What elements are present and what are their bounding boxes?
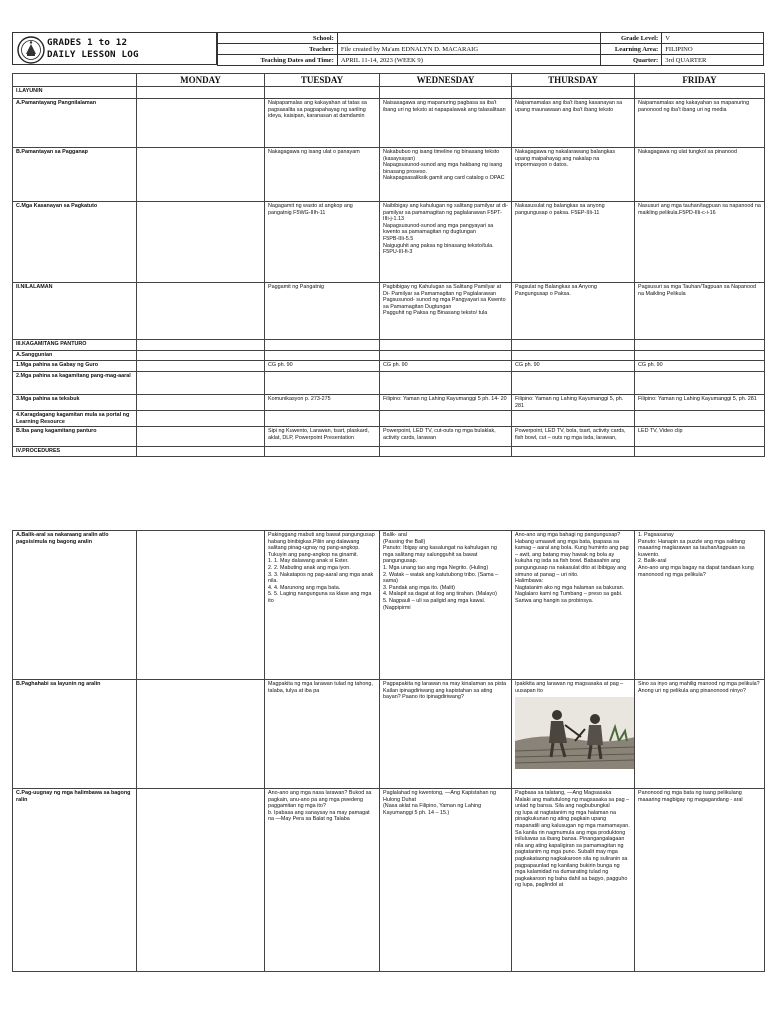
- cell-text: Komunikasyon p. 273-275: [268, 396, 331, 402]
- cell-wednesday: [380, 789, 512, 972]
- cell-friday: [635, 411, 765, 427]
- cell-thursday: [512, 531, 635, 680]
- teaching-dates-label: Teaching Dates and Time:: [218, 55, 338, 66]
- cell-monday: [137, 531, 265, 680]
- cell-tuesday: [265, 789, 380, 972]
- day-header-row: [13, 74, 765, 87]
- cell-tuesday: [265, 99, 380, 148]
- cell-wednesday: [380, 148, 512, 202]
- lesson-row: [13, 99, 765, 148]
- cell-tuesday: [265, 427, 380, 447]
- cell-tuesday: [265, 395, 380, 411]
- cell-monday: [137, 372, 265, 395]
- cell-thursday: [512, 427, 635, 447]
- day-header-monday: MONDAY: [137, 74, 265, 87]
- procedures-table: [12, 530, 765, 972]
- cell-wednesday: [380, 447, 512, 457]
- cell-monday: [137, 447, 265, 457]
- cell-friday: [635, 531, 765, 680]
- lesson-log-header: [12, 32, 764, 65]
- lesson-row: [13, 427, 765, 447]
- school-value: [337, 33, 600, 44]
- cell-monday: [137, 340, 265, 351]
- cell-wednesday: [380, 283, 512, 340]
- teacher-value: File created by Ma'am EDNALYN D. MACARAIG: [337, 44, 600, 55]
- cell-text: Pagbibigay ng Kahulugan sa Salitang Pamilyar at Di- Pamilyar sa Pamamagitan ng Paglalarawan Pagsusunod- sunod ng mga Pangyayari sa Kwento sa Pamamagitan Dugtungan Pagguhit ng Paksa ng Binasang teksto/ tula: [383, 284, 506, 317]
- cell-text: Naipamamalas ang iba't ibang kasanayan sa upang maunawaan ang iba't ibang teksto: [515, 100, 623, 113]
- row-label: II.NILALAMAN: [13, 283, 137, 340]
- grade-level-label: Grade Level:: [601, 33, 662, 44]
- cell-friday: [635, 395, 765, 411]
- cell-thursday: [512, 680, 635, 789]
- cell-monday: [137, 148, 265, 202]
- quarter-label: Quarter:: [601, 55, 662, 66]
- cell-text: Powerpoint, LED TV, bola, tsart, activity cards, fish bowl, cut – outs ng mga isda, larawan,: [515, 428, 626, 441]
- day-header-thursday: THURSDAY: [512, 74, 635, 87]
- row-label: 4.Karagdagang kagamitan mula sa portal ng Learning Resource: [13, 411, 137, 427]
- row-label: 2.Mga pahina sa kagamitang pang-mag-aaral: [13, 372, 137, 395]
- cell-monday: [137, 283, 265, 340]
- cell-friday: [635, 447, 765, 457]
- cell-tuesday: [265, 87, 380, 99]
- cell-text: 1. Pagsasanay Panuto: Hanapin sa puzzle ang mga salitang maaaring maglarawan sa tauhan/tagpuan sa kuwento. 2. Balik-aral Ano-ano ang mga bagay na dapat tandaan kung manonood ng mga pelikula?: [638, 532, 754, 578]
- cell-wednesday: [380, 427, 512, 447]
- cell-thursday: [512, 447, 635, 457]
- cell-friday: [635, 789, 765, 972]
- row-label: B.Paghahabi sa layunin ng aralin: [13, 680, 137, 789]
- cell-tuesday: [265, 148, 380, 202]
- cell-tuesday: [265, 372, 380, 395]
- row-label: IV.PROCEDURES: [13, 447, 137, 457]
- cell-thursday: [512, 283, 635, 340]
- lesson-row: [13, 148, 765, 202]
- cell-friday: [635, 427, 765, 447]
- cell-text: Ipakikita ang larawan ng magsasaka at pag – uusapan ito: [515, 681, 624, 694]
- cell-tuesday: [265, 531, 380, 680]
- cell-text: Filipino: Yaman ng Lahing Kayumanggi 5 ph. 14- 20: [383, 396, 507, 402]
- cell-thursday: [512, 87, 635, 99]
- cell-text: Nakabubuo ng isang timeline ng binasang teksto (kasaysayan) Napagsusunod-sunod ang mga hakbang ng isang binasang proseso. Nakapagsasaliksik gamit ang card catalog o OPAC: [383, 149, 505, 182]
- cell-tuesday: [265, 680, 380, 789]
- cell-text: CG ph. 90: [515, 362, 540, 368]
- cell-thursday: [512, 340, 635, 351]
- cell-friday: [635, 372, 765, 395]
- cell-text: Ano-ano ang mga bahagi ng pangungusap? Habang umaawit ang mga bata, ipapasa sa kamag – aaral ang bola. Kung huminto ang pag – awit, ang batang may hawak ng bola ay kukuha ng isda sa fish bowl. Babasahin ang pangungusap na nakasulat dito at ibibigay ang simuno at panag – uri nito. Halimbawa: Nagtatanim ako ng mga halaman sa bakuran. Naglalaro kami ng Tumbang – preso sa gabi. Sariwa ang hangin sa probinsya.: [515, 532, 629, 604]
- lesson-row: [13, 87, 765, 99]
- cell-text: Sipi ng Kuwento, Larawan, tsart, plaskard, aklat, DLP, Powerpoint Presentation: [268, 428, 369, 441]
- cell-thursday: [512, 395, 635, 411]
- day-header-wednesday: WEDNESDAY: [380, 74, 512, 87]
- cell-text: Naipamamalas ang kakayahan sa mapanuring panonood ng iba't ibang uri ng media: [638, 100, 750, 113]
- procedure-row: [13, 789, 765, 972]
- cell-text: Pagpapakita ng larawan na may kinalaman sa pista Kailan ipinagdiriwang ang kapistahan sa ating bayan? Paano ito ipinagdiriwang?: [383, 681, 507, 701]
- cell-friday: [635, 351, 765, 361]
- procedures-body: [13, 531, 765, 972]
- row-label: 3.Mga pahina sa teksbuk: [13, 395, 137, 411]
- cell-tuesday: [265, 411, 380, 427]
- cell-monday: [137, 411, 265, 427]
- cell-monday: [137, 789, 265, 972]
- cell-tuesday: [265, 361, 380, 372]
- cell-text: Nakagagawa ng isang ulat o panayam: [268, 149, 360, 155]
- cell-text: Pagsusuri sa mga Tauhan/Tagpuan sa Napanood na Maikling Pelikula: [638, 284, 756, 297]
- deped-seal-icon: [17, 36, 45, 64]
- info-table: [217, 32, 764, 66]
- cell-wednesday: [380, 87, 512, 99]
- brand-line-1: GRADES 1 to 12: [47, 37, 128, 48]
- cell-wednesday: [380, 361, 512, 372]
- cell-text: Filipino: Yaman ng Lahing Kayumanggi 5, ph. 281: [515, 396, 624, 409]
- cell-text: Paggamit ng Pangatnig: [268, 284, 325, 290]
- cell-thursday: [512, 361, 635, 372]
- lesson-row: [13, 340, 765, 351]
- cell-text: Pagsulat ng Balangkas sa Anyong Pangungusap o Paksa.: [515, 284, 597, 297]
- school-label: School:: [218, 33, 338, 44]
- row-label: C.Mga Kasanayan sa Pagkatuto: [13, 202, 137, 283]
- cell-text: Naipapamalas ang kakayahan at tatas sa pagsasalita sa pagpapahayag ng sariling ideya, kaisipan, karanasan at damdamin: [268, 100, 367, 120]
- cell-text: Sino sa inyo ang mahilig manood ng mga pelikula? Anong uri ng pelikula ang pinanonood ninyo?: [638, 681, 760, 694]
- cell-text: Pakinggang mabuti ang bawat pangungusap habang binibigkas.Piliin ang dalawang salitang pinag-ugnay ng pang-angkop. Tukuyin ang pang-angkop na ginamit. 1. 1. May dalawang anak si Ester. 2. 2. Mabuting anak ang mga iyon. 3. 3. Nakatapos ng pag-aaral ang mga anak nila. 4. 4. Marunong ang mga bata. 5. 5. Laging nangunguna sa klase ang mga ito: [268, 532, 375, 604]
- cell-wednesday: [380, 340, 512, 351]
- row-label: B.Iba pang kagamitang panturo: [13, 427, 137, 447]
- cell-friday: [635, 87, 765, 99]
- cell-thursday: [512, 351, 635, 361]
- cell-text: Nagagamit ng wasto at angkop ang pangatnig F5WG-IIIh-11: [268, 203, 353, 216]
- cell-tuesday: [265, 202, 380, 283]
- cell-text: Paglalahad ng kwentong, —Ang Kapistahan ng Hulong Duhat (Nasa aklat na Filipino, Yaman ng Lahing Kayumanggi 5 ph. 14 – 15.): [383, 790, 496, 816]
- row-label: B.Pamantayan sa Pagganap: [13, 148, 137, 202]
- cell-thursday: [512, 789, 635, 972]
- cell-wednesday: [380, 411, 512, 427]
- cell-monday: [137, 680, 265, 789]
- procedure-row: [13, 680, 765, 789]
- brand-line-2: DAILY LESSON LOG: [47, 49, 139, 60]
- cell-friday: [635, 340, 765, 351]
- cell-text: Ano-ano ang mga nasa larawan? Bukod sa pagkain, anu-ano pa ang mga pwedeng paggamitan ng mga ito? b. Ipabasa ang sanaysay na may pamagat na —May Pera sa Balat ng Talaba: [268, 790, 372, 823]
- cell-wednesday: [380, 372, 512, 395]
- corner-cell: [13, 74, 137, 87]
- cell-thursday: [512, 148, 635, 202]
- cell-text: Balik- aral (Passing the Ball) Panuto: Ibigay ang kasalungat na kahulugan ng mga salitang may salungguhit sa bawat pangungusap. 1. Mga unang tao ang mga Negrito. (Huling) 2. Watak – watak ang katutubong tribo. (Sama – sama) 3. Pandak ang mga ito. (Malit) 4. Malapit sa dagat at ilog ang tirahan. (Malayo) 5. Nagpauli – uli sa paligid ang mga kawal. (Nagpipirmi: [383, 532, 499, 611]
- cell-monday: [137, 395, 265, 411]
- cell-text: Powerpoint, LED TV, cut-outs ng mga bulaklak, activity cards, larawan: [383, 428, 496, 441]
- row-label: A.Sanggunian: [13, 351, 137, 361]
- lesson-row: [13, 372, 765, 395]
- cell-monday: [137, 87, 265, 99]
- teacher-label: Teacher:: [218, 44, 338, 55]
- cell-wednesday: [380, 531, 512, 680]
- cell-monday: [137, 361, 265, 372]
- cell-text: Panonood ng mga bata ng isang pelikulang maaaring magbigay ng magagandang - aral: [638, 790, 743, 803]
- cell-tuesday: [265, 340, 380, 351]
- cell-thursday: [512, 202, 635, 283]
- procedure-row: [13, 531, 765, 680]
- row-label: A.Pamantayang Pangnilalaman: [13, 99, 137, 148]
- lesson-row: [13, 361, 765, 372]
- row-label: C.Pag-uugnay ng mga halimbawa sa bagong ralin: [13, 789, 137, 972]
- learning-area-value: FILIPINO: [662, 44, 764, 55]
- cell-text: Naisasagawa ang mapanuring pagbasa sa iba't ibang uri ng teksto at napapalawak ang talasalitaan: [383, 100, 506, 113]
- row-label: I.LAYUNIN: [13, 87, 137, 99]
- cell-tuesday: [265, 283, 380, 340]
- row-label: A.Balik-aral sa nakaraang aralin at/o pagsisimula ng bagong aralin: [13, 531, 137, 680]
- logo-box: [12, 32, 217, 65]
- lesson-row: [13, 395, 765, 411]
- day-header-tuesday: TUESDAY: [265, 74, 380, 87]
- cell-wednesday: [380, 680, 512, 789]
- row-label: III.KAGAMITANG PANTURO: [13, 340, 137, 351]
- cell-wednesday: [380, 99, 512, 148]
- cell-text: Pagbasa sa talatang, —Ang Magsasaka Malaki ang maitutulong ng magsasaka sa pag – unlad ng bansa. Sila ang nagbubungkal ng lupa at nagtatanim ng mga halaman na pinagkukunan ng ating pagkain upang mapanatili ang kalusugan ng mga mamamayan. Sa kanila rin nagmumula ang mga produktong iniluluwas sa ibang bansa. Pinangangalagaan nila ang ating kapaligiran sa pamamagitan ng pagtatanim ng mga puno. Subalit may mga pagkakataong nagkakaroon sila ng suliranin sa pagpapaunlad ng kanilang bukirin bunga ng mga kalamidad na dumarating tulad ng pagkakaroon ng baha dahil sa bagyo, pagguho ng lupa, paglindol at: [515, 790, 630, 889]
- cell-text: CG ph. 90: [268, 362, 293, 368]
- lesson-row: [13, 202, 765, 283]
- cell-friday: [635, 361, 765, 372]
- cell-wednesday: [380, 395, 512, 411]
- cell-text: Filipino: Yaman ng Lahing Kayumanggi 5, ph. 281: [638, 396, 757, 402]
- lesson-row: [13, 411, 765, 427]
- lesson-row: [13, 447, 765, 457]
- cell-wednesday: [380, 351, 512, 361]
- cell-monday: [137, 202, 265, 283]
- lesson-plan-table: [12, 73, 765, 457]
- cell-text: CG ph. 90: [638, 362, 663, 368]
- day-header-friday: FRIDAY: [635, 74, 765, 87]
- cell-monday: [137, 427, 265, 447]
- cell-friday: [635, 99, 765, 148]
- cell-friday: [635, 202, 765, 283]
- cell-text: LED TV, Video clip: [638, 428, 683, 435]
- cell-text: Nakagagawa ng nakalarawang balangkas upang maipahayag ang nakalap na impormasyon o datos.: [515, 149, 616, 169]
- cell-text: Nakasusulat ng balangkas sa anyong pangungusap o paksa. F5EP-IIIi-11: [515, 203, 605, 216]
- cell-thursday: [512, 411, 635, 427]
- brand-title: [47, 37, 139, 61]
- lesson-plan-body: [13, 87, 765, 457]
- teaching-dates-value: APRIL 11-14, 2023 (WEEK 9): [337, 55, 600, 66]
- cell-friday: [635, 283, 765, 340]
- cell-wednesday: [380, 202, 512, 283]
- cell-thursday: [512, 372, 635, 395]
- cell-monday: [137, 351, 265, 361]
- lesson-row: [13, 283, 765, 340]
- cell-text: Naibibigay ang kahulugan ng salitang pamilyar at di-pamilyar sa pamamagitan ng paglalarawan F5PT-IIIi-j-1.13 Napagsusunod-sunod ang mga pangyayari sa kwento sa pamamagitan ng dugtungan F5PB-IIIi-5.5 Naiguguhit ang paksa ng binasang teksto/tula. F5PU-III-fi-3: [383, 203, 508, 256]
- quarter-value: 3rd QUARTER: [662, 55, 764, 66]
- cell-text: Magpakita ng mga larawan tulad ng tahong, talaba, tulya at iba pa: [268, 681, 373, 694]
- cell-tuesday: [265, 351, 380, 361]
- cell-friday: [635, 680, 765, 789]
- farmers-illustration: [515, 697, 635, 769]
- learning-area-label: Learning Area:: [601, 44, 662, 55]
- cell-text: Nakagagawa ng ulat tungkol sa pinanood: [638, 149, 737, 155]
- cell-thursday: [512, 99, 635, 148]
- cell-friday: [635, 148, 765, 202]
- cell-text: Nasusuri ang mga tauhan/tagpuan sa napanood na maikling pelikula.F5PD-IIIi-c-i-16: [638, 203, 761, 216]
- cell-text: CG ph. 90: [383, 362, 408, 368]
- cell-tuesday: [265, 447, 380, 457]
- lesson-row: [13, 351, 765, 361]
- cell-monday: [137, 99, 265, 148]
- grade-level-value: V: [662, 33, 764, 44]
- row-label: 1.Mga pahina sa Gabay ng Guro: [13, 361, 137, 372]
